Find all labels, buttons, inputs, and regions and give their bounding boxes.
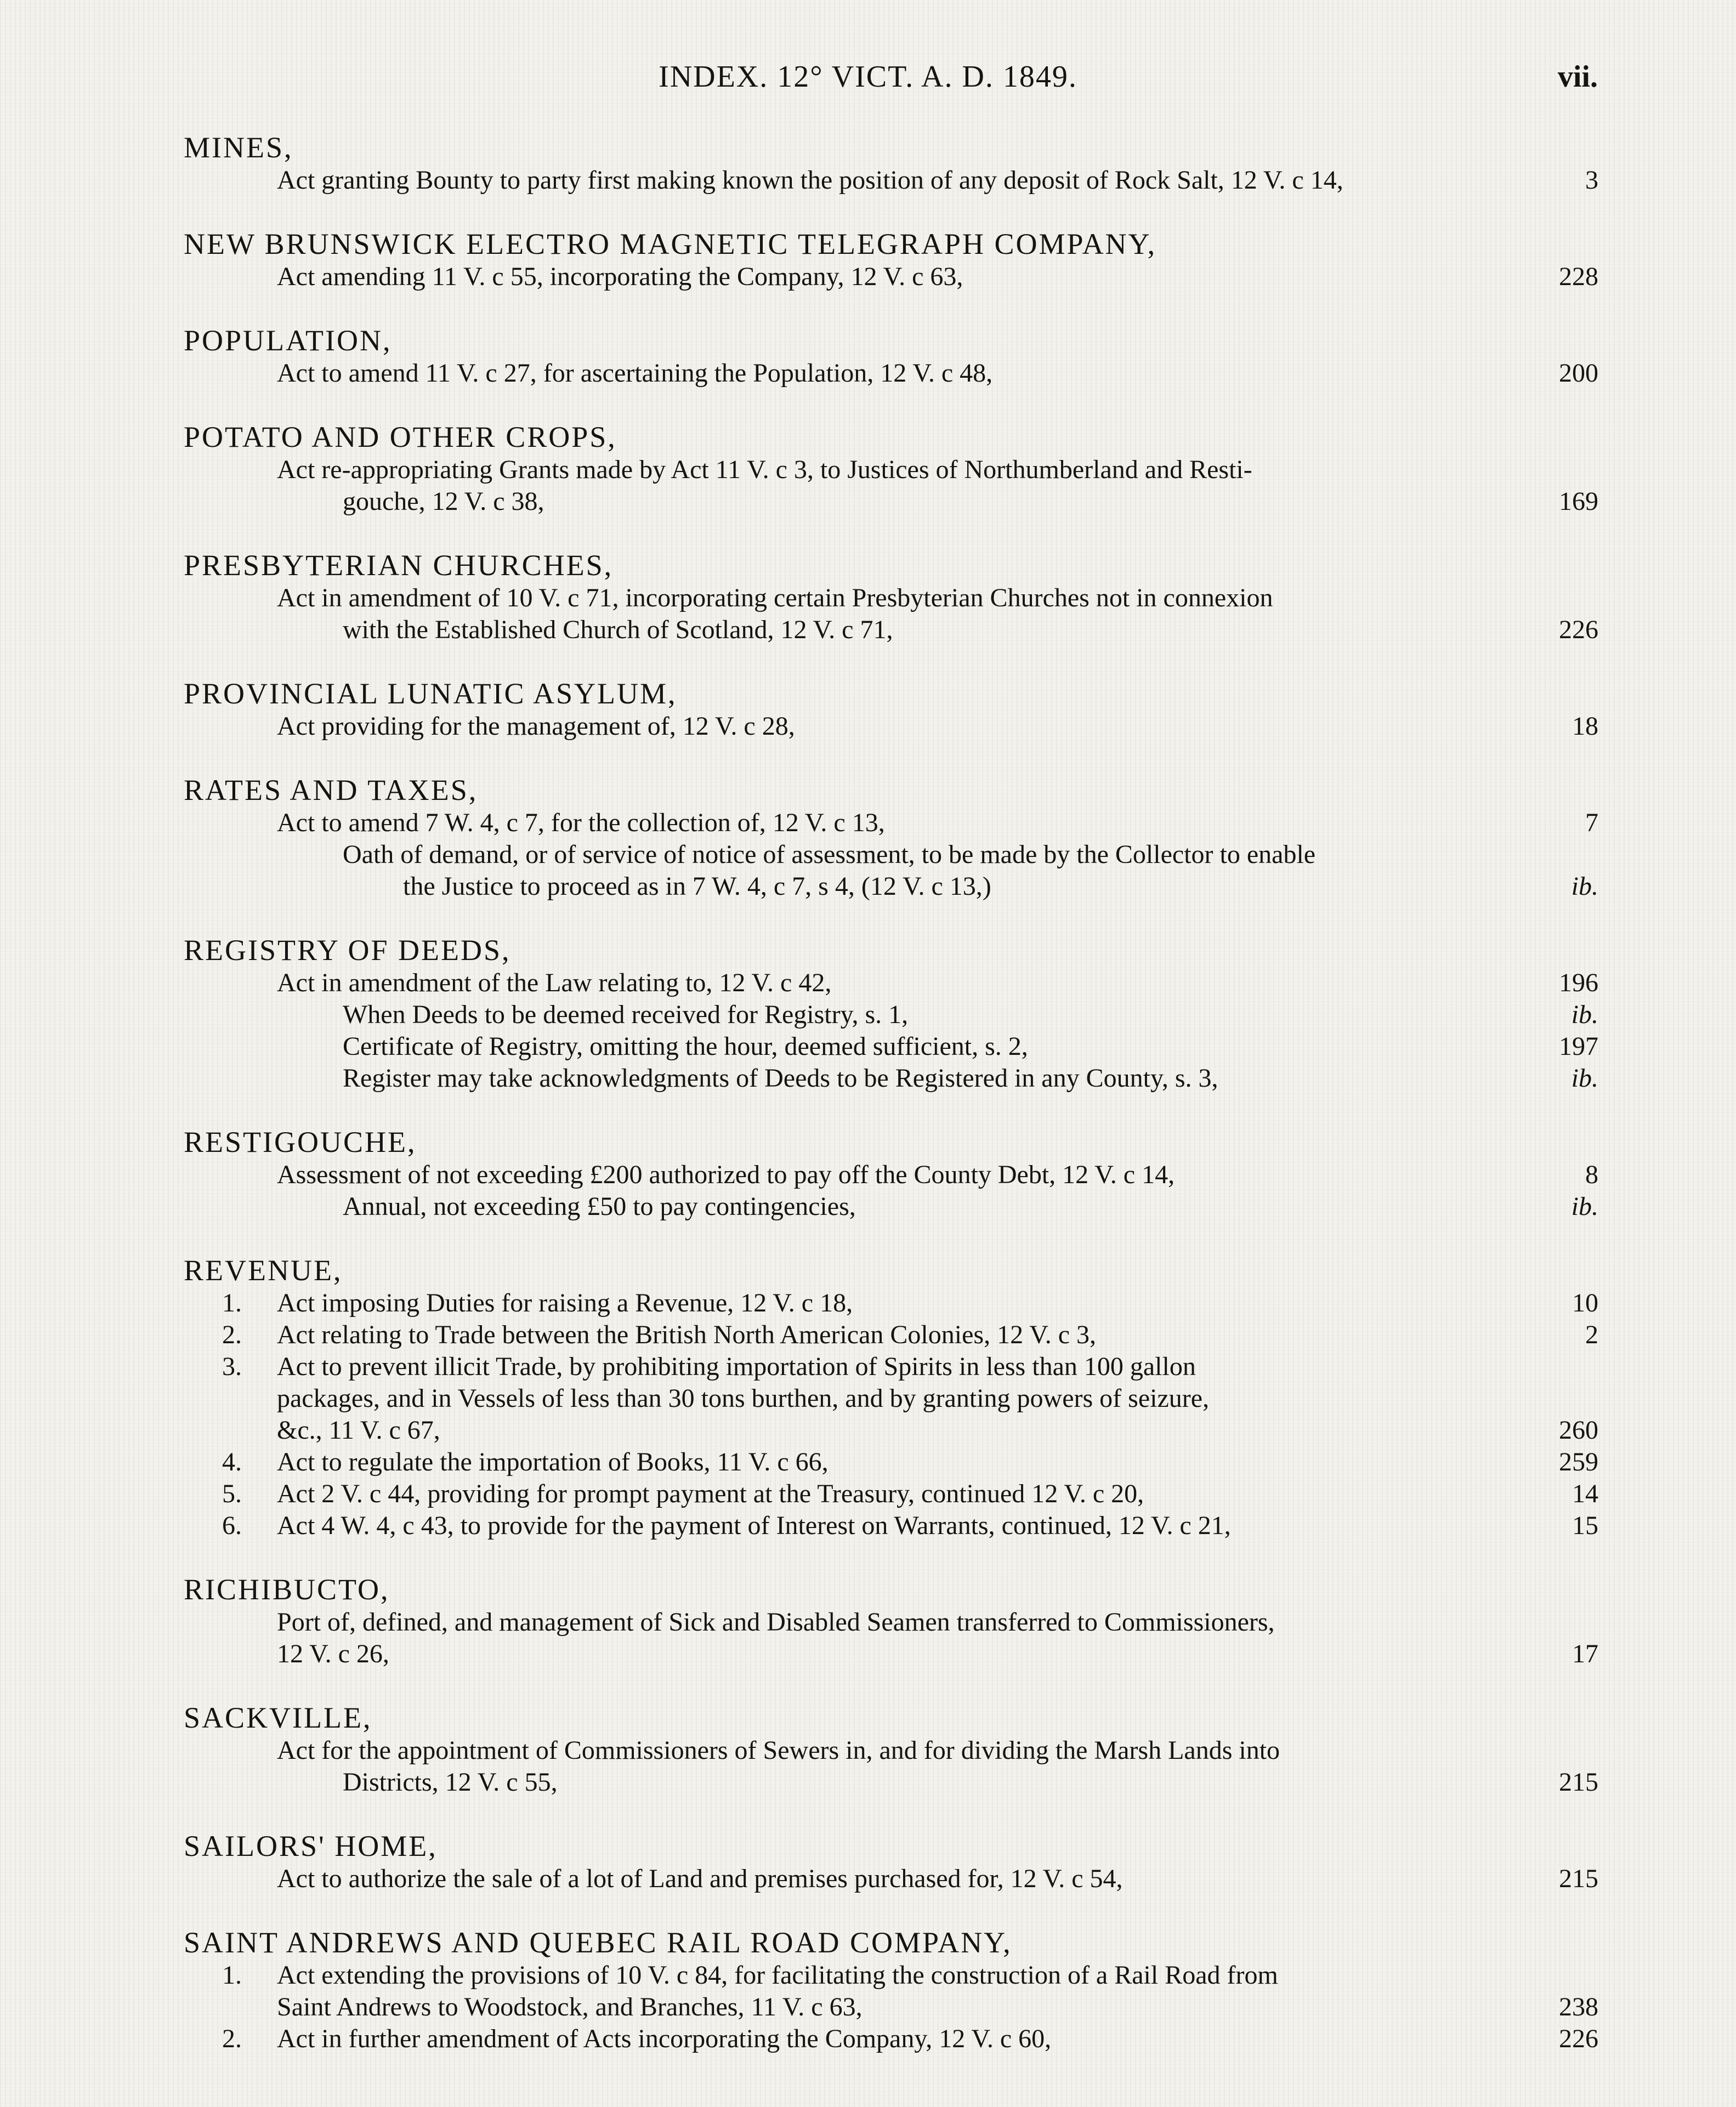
entry-text: the Justice to proceed as in 7 W. 4, c 7, s 4, (12 V. c 13,) (403, 872, 991, 901)
entry-text: Districts, 12 V. c 55, (343, 1768, 558, 1797)
entry-line (184, 1063, 1598, 1094)
index-entry (184, 1572, 1598, 1670)
entry-heading: MINES, (184, 131, 293, 164)
index-entry (184, 227, 1598, 293)
entry-line (184, 1735, 1598, 1767)
entry-heading: REVENUE, (184, 1254, 343, 1287)
entry-line (184, 582, 1598, 614)
entry-text: Act for the appointment of Commissioners of Sewers in, and for dividing the Marsh Lands into (277, 1736, 1280, 1765)
entry-heading: SAINT ANDREWS AND QUEBEC RAIL ROAD COMPANY, (184, 1926, 1012, 1959)
entry-heading: PROVINCIAL LUNATIC ASYLUM, (184, 677, 677, 710)
index-entries (184, 130, 1598, 2086)
entry-heading: SAILORS' HOME, (184, 1830, 438, 1862)
entry-text: Act to authorize the sale of a lot of Land and premises purchased for, 12 V. c 54, (277, 1864, 1123, 1893)
entry-text: Act extending the provisions of 10 V. c 84, for facilitating the construction of a Rail Road from (277, 1961, 1278, 1990)
index-entry (184, 773, 1598, 902)
entry-text: Act in amendment of 10 V. c 71, incorporating certain Presbyterian Churches not in connexion (277, 583, 1273, 612)
item-number: 1. (222, 1288, 242, 1317)
entry-text: Act in further amendment of Acts incorporating the Company, 12 V. c 60, (277, 2024, 1052, 2053)
entry-text: Assessment of not exceeding £200 authorized to pay off the County Debt, 12 V. c 14, (277, 1160, 1175, 1189)
entry-heading: RICHIBUCTO, (184, 1573, 390, 1606)
page-reference: 196 (1559, 968, 1598, 997)
page-title: INDEX. 12° VICT. A. D. 1849. (659, 60, 1077, 94)
page-reference: ib. (1571, 1000, 1598, 1029)
entry-text: Act to regulate the importation of Books, 11 V. c 66, (277, 1447, 829, 1476)
entry-line (184, 1287, 1598, 1319)
page-reference: 260 (1559, 1416, 1598, 1445)
index-entry (184, 677, 1598, 742)
entry-line (184, 711, 1598, 742)
index-entry (184, 1253, 1598, 1542)
page-reference: 197 (1559, 1032, 1598, 1061)
page-reference: 226 (1559, 615, 1598, 644)
entry-text: Port of, defined, and management of Sick and Disabled Seamen transferred to Commissioners, (277, 1608, 1275, 1637)
entry-text: Certificate of Registry, omitting the hour, deemed sufficient, s. 2, (343, 1032, 1028, 1061)
entry-line (184, 1478, 1598, 1510)
index-entry (184, 1829, 1598, 1895)
entry-text: When Deeds to be deemed received for Registry, s. 1, (343, 1000, 909, 1029)
page-reference: 169 (1559, 487, 1598, 516)
entry-text: Act 4 W. 4, c 43, to provide for the payment of Interest on Warrants, continued, 12 V. c 21, (277, 1511, 1231, 1540)
entry-line (184, 1606, 1598, 1638)
entry-text: Act providing for the management of, 12 V. c 28, (277, 712, 795, 741)
entry-heading: NEW BRUNSWICK ELECTRO MAGNETIC TELEGRAPH COMPANY, (184, 228, 1157, 260)
entry-text: packages, and in Vessels of less than 30 tons burthen, and by granting powers of seizure, (277, 1384, 1210, 1413)
page-reference: 10 (1572, 1288, 1598, 1317)
entry-line (184, 357, 1598, 389)
entry-line (184, 1351, 1598, 1383)
entry-line (184, 999, 1598, 1031)
entry-text: Annual, not exceeding £50 to pay contingencies, (343, 1192, 856, 1221)
entry-text: Act re-appropriating Grants made by Act 11 V. c 3, to Justices of Northumberland and Resti- (277, 455, 1252, 484)
page-reference: 259 (1559, 1447, 1598, 1476)
entry-heading: REGISTRY OF DEEDS, (184, 934, 511, 967)
entry-line (184, 1319, 1598, 1351)
item-number: 3. (222, 1352, 242, 1381)
entry-text: Act in amendment of the Law relating to, 12 V. c 42, (277, 968, 832, 997)
entry-text: gouche, 12 V. c 38, (343, 487, 544, 516)
index-entry (184, 933, 1598, 1094)
entry-line (184, 1383, 1598, 1415)
entry-line (184, 614, 1598, 646)
page-reference: 215 (1559, 1864, 1598, 1893)
entry-line (184, 1638, 1598, 1670)
entry-line (184, 454, 1598, 486)
entry-line (184, 871, 1598, 902)
index-entry (184, 130, 1598, 196)
item-number: 2. (222, 1320, 242, 1349)
item-number: 5. (222, 1479, 242, 1508)
entry-text: 12 V. c 26, (277, 1639, 389, 1668)
entry-text: Act to amend 11 V. c 27, for ascertaining the Population, 12 V. c 48, (277, 359, 993, 388)
item-number: 6. (222, 1511, 242, 1540)
page-reference: 228 (1559, 262, 1598, 291)
page-reference: ib. (1571, 1064, 1598, 1093)
index-entry (184, 1701, 1598, 1798)
entry-text: Act granting Bounty to party first making known the position of any deposit of Rock Salt, 12 V. c 14, (277, 166, 1343, 195)
page-reference: 215 (1559, 1768, 1598, 1797)
entry-text: Register may take acknowledgments of Deeds to be Registered in any County, s. 3, (343, 1064, 1218, 1093)
entry-text: Act relating to Trade between the British North American Colonies, 12 V. c 3, (277, 1320, 1096, 1349)
entry-line (184, 1960, 1598, 1991)
page-header (0, 59, 1736, 103)
page-reference: 2 (1585, 1320, 1598, 1349)
index-entry (184, 420, 1598, 518)
entry-line (184, 261, 1598, 293)
item-number: 4. (222, 1447, 242, 1476)
item-number: 1. (222, 1961, 242, 1990)
entry-line (184, 1510, 1598, 1542)
page-reference: ib. (1571, 1192, 1598, 1221)
entry-line (184, 2023, 1598, 2055)
entry-text: Act amending 11 V. c 55, incorporating the Company, 12 V. c 63, (277, 262, 963, 291)
entry-heading: RATES AND TAXES, (184, 774, 478, 807)
entry-line (184, 1031, 1598, 1063)
page-reference: 15 (1572, 1511, 1598, 1540)
page-reference: 17 (1572, 1639, 1598, 1668)
entry-line (184, 839, 1598, 871)
entry-text: Oath of demand, or of service of notice of assessment, to be made by the Collector to enable (343, 840, 1316, 869)
page-reference: 8 (1585, 1160, 1598, 1189)
page-reference: 238 (1559, 1992, 1598, 2021)
entry-text: &c., 11 V. c 67, (277, 1416, 440, 1445)
entry-text: Act to amend 7 W. 4, c 7, for the collection of, 12 V. c 13, (277, 808, 885, 837)
entry-heading: RESTIGOUCHE, (184, 1126, 417, 1158)
entry-text: Act imposing Duties for raising a Revenue, 12 V. c 18, (277, 1288, 853, 1317)
page-reference: 200 (1559, 359, 1598, 388)
entry-heading: POTATO AND OTHER CROPS, (184, 421, 617, 453)
entry-text: Act to prevent illicit Trade, by prohibiting importation of Spirits in less than 100 gallon (277, 1352, 1196, 1381)
page-reference: 226 (1559, 2024, 1598, 2053)
index-entry (184, 1926, 1598, 2055)
index-entry (184, 323, 1598, 389)
entry-line (184, 486, 1598, 518)
entry-heading: SACKVILLE, (184, 1701, 372, 1734)
entry-heading: POPULATION, (184, 324, 392, 357)
page-reference: 14 (1572, 1479, 1598, 1508)
page-reference: 7 (1585, 808, 1598, 837)
page-reference: 3 (1585, 166, 1598, 195)
entry-line (184, 1415, 1598, 1446)
entry-line (184, 1446, 1598, 1478)
entry-line (184, 1767, 1598, 1798)
entry-line (184, 807, 1598, 839)
entry-line (184, 1863, 1598, 1895)
entry-heading: PRESBYTERIAN CHURCHES, (184, 549, 614, 582)
entry-line (184, 967, 1598, 999)
entry-line (184, 164, 1598, 196)
page-number: vii. (1557, 60, 1598, 94)
item-number: 2. (222, 2024, 242, 2053)
entry-text: Saint Andrews to Woodstock, and Branches, 11 V. c 63, (277, 1992, 863, 2021)
page-reference: ib. (1571, 872, 1598, 901)
index-entry (184, 548, 1598, 646)
entry-line (184, 1991, 1598, 2023)
entry-line (184, 1191, 1598, 1223)
entry-text: with the Established Church of Scotland, 12 V. c 71, (343, 615, 893, 644)
entry-line (184, 1159, 1598, 1191)
page-reference: 18 (1572, 712, 1598, 741)
index-entry (184, 1125, 1598, 1223)
entry-text: Act 2 V. c 44, providing for prompt payment at the Treasury, continued 12 V. c 20, (277, 1479, 1144, 1508)
